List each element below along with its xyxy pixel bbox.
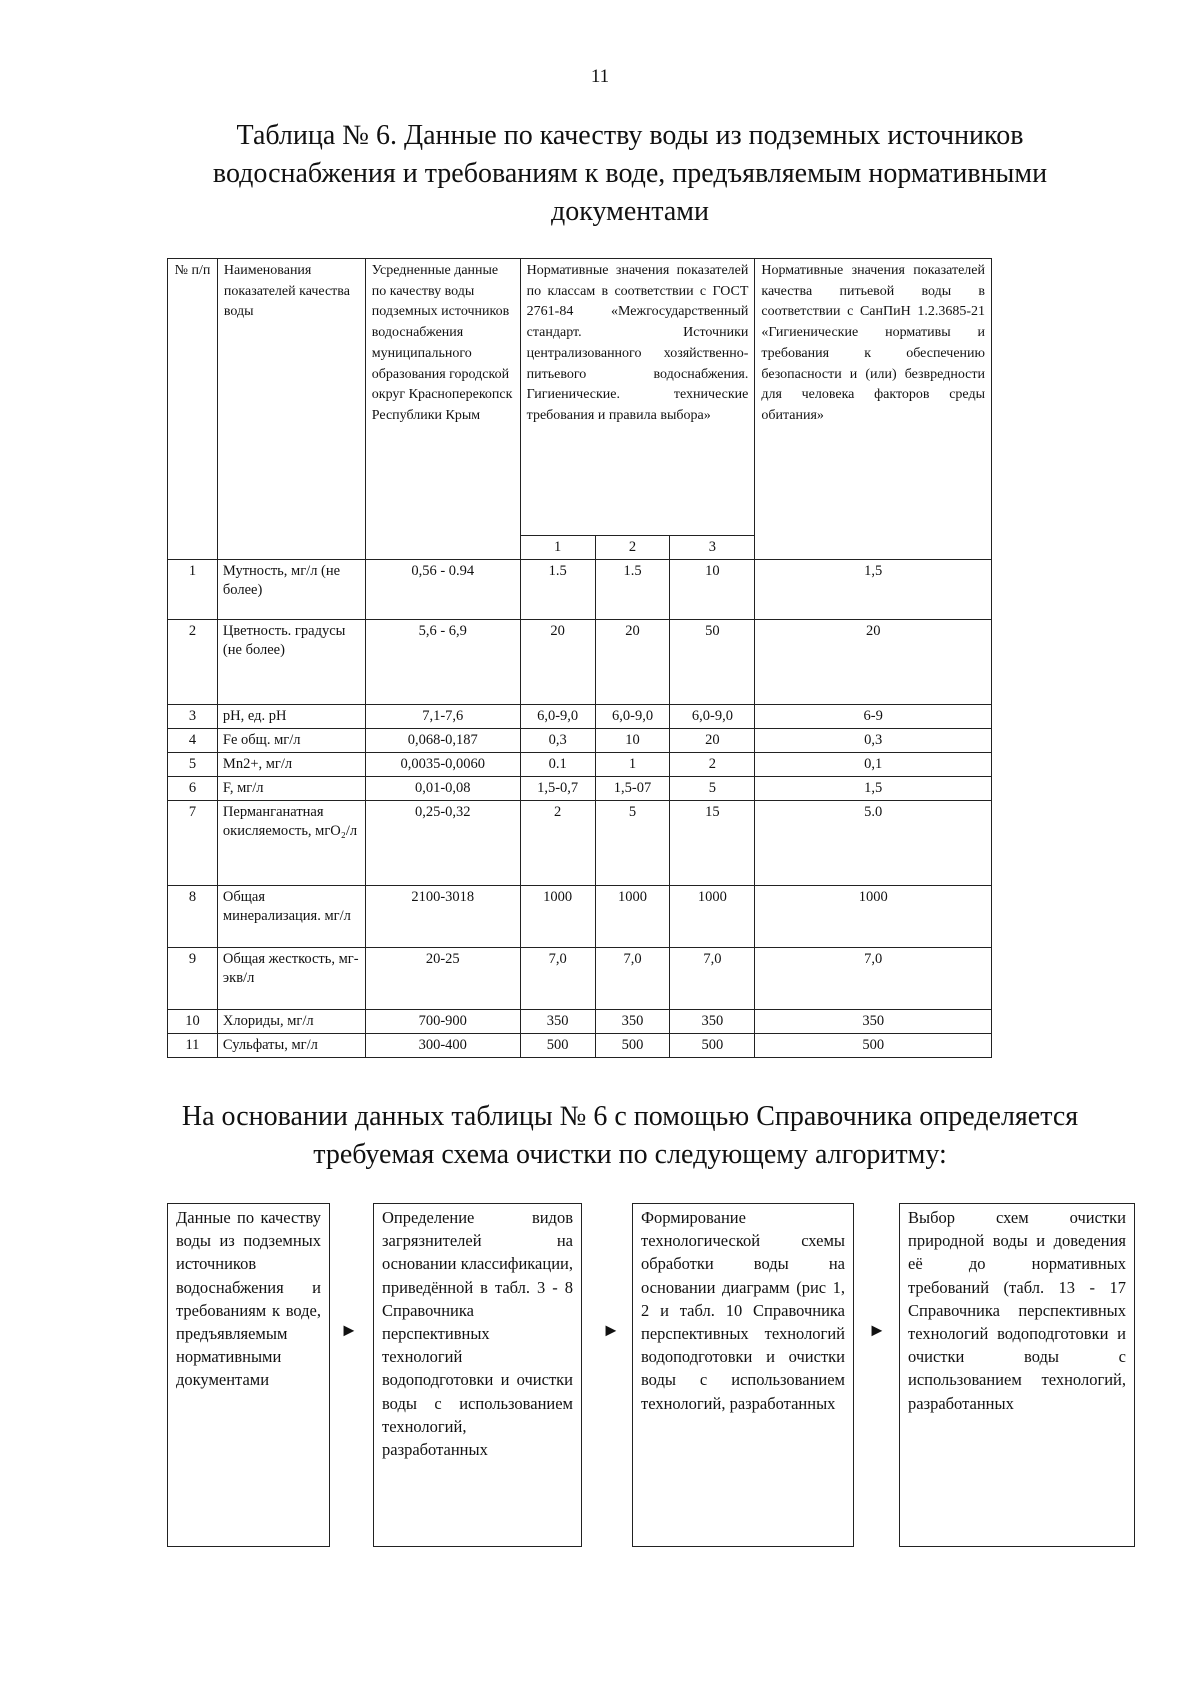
row-class-1: 1,5-0,7 bbox=[520, 777, 595, 801]
row-class-2: 7,0 bbox=[595, 948, 670, 1010]
row-class-2: 1000 bbox=[595, 886, 670, 948]
row-sanpin: 1000 bbox=[755, 886, 992, 948]
row-avg: 700-900 bbox=[365, 1010, 520, 1034]
table-row bbox=[168, 1034, 992, 1058]
flow-step-4: Выбор схем очистки природной воды и доведения её до нормативных требований (табл. 13 - 17 Справочника перспективных технологий водоподготовки и очистки воды с использованием технологий, разработанных bbox=[899, 1203, 1135, 1547]
row-class-3: 10 bbox=[670, 560, 755, 620]
table-row bbox=[168, 801, 992, 886]
row-num: 11 bbox=[168, 1034, 218, 1058]
row-name: Mn2+, мг/л bbox=[217, 753, 365, 777]
water-quality-table bbox=[167, 258, 992, 1058]
row-num: 8 bbox=[168, 886, 218, 948]
row-name: Перманганатная окисляемость, мгО₂/л bbox=[217, 801, 365, 886]
row-class-3: 5 bbox=[670, 777, 755, 801]
row-class-3: 7,0 bbox=[670, 948, 755, 1010]
row-class-2: 350 bbox=[595, 1010, 670, 1034]
page-number: 11 bbox=[590, 66, 610, 87]
table-row bbox=[168, 948, 992, 1010]
row-class-2: 5 bbox=[595, 801, 670, 886]
row-sanpin: 6-9 bbox=[755, 705, 992, 729]
row-sanpin: 20 bbox=[755, 620, 992, 705]
row-class-3: 350 bbox=[670, 1010, 755, 1034]
flow-arrow-icon: ► bbox=[340, 1320, 358, 1340]
row-name: Общая жесткость, мг-экв/л bbox=[217, 948, 365, 1010]
row-avg: 300-400 bbox=[365, 1034, 520, 1058]
row-name: Сульфаты, мг/л bbox=[217, 1034, 365, 1058]
row-sanpin: 7,0 bbox=[755, 948, 992, 1010]
row-class-1: 0.1 bbox=[520, 753, 595, 777]
row-num: 3 bbox=[168, 705, 218, 729]
row-name: Цветность. градусы (не более) bbox=[217, 620, 365, 705]
row-sanpin: 1,5 bbox=[755, 560, 992, 620]
row-class-3: 500 bbox=[670, 1034, 755, 1058]
header-sanpin: Нормативные значения показателей качества питьевой воды в соответствии с СанПиН 1.2.3685-21 «Гигиенические нормативы и требования к обеспечению безопасности и (или) безвредности для человека факторов среды обитания» bbox=[755, 259, 992, 560]
row-num: 9 bbox=[168, 948, 218, 1010]
header-class-3: 3 bbox=[670, 536, 755, 560]
row-class-3: 15 bbox=[670, 801, 755, 886]
header-num: № п/п bbox=[168, 259, 218, 560]
row-avg: 0,01-0,08 bbox=[365, 777, 520, 801]
header-class-1: 1 bbox=[520, 536, 595, 560]
row-class-3: 6,0-9,0 bbox=[670, 705, 755, 729]
algorithm-subtitle: На основании данных таблицы № 6 с помощью Справочника определяется требуемая схема очистки по следующему алгоритму: bbox=[181, 1101, 1079, 1170]
row-sanpin: 0,1 bbox=[755, 753, 992, 777]
row-class-2: 6,0-9,0 bbox=[595, 705, 670, 729]
row-name: Мутность, мг/л (не более) bbox=[217, 560, 365, 620]
row-sanpin: 500 bbox=[755, 1034, 992, 1058]
row-avg: 7,1-7,6 bbox=[365, 705, 520, 729]
header-gost: Нормативные значения показателей по классам в соответствии с ГОСТ 2761-84 «Межгосударственный стандарт. Источники централизованного хозяйственно-питьевого водоснабжения. Гигиенические. технические требования и правила выбора» bbox=[520, 259, 755, 536]
table-row bbox=[168, 729, 992, 753]
row-class-3: 2 bbox=[670, 753, 755, 777]
row-avg: 0,25-0,32 bbox=[365, 801, 520, 886]
row-class-2: 500 bbox=[595, 1034, 670, 1058]
header-name: Наименования показателей качества воды bbox=[217, 259, 365, 560]
row-class-1: 1000 bbox=[520, 886, 595, 948]
row-sanpin: 0,3 bbox=[755, 729, 992, 753]
row-name: Хлориды, мг/л bbox=[217, 1010, 365, 1034]
row-num: 2 bbox=[168, 620, 218, 705]
row-class-2: 1,5-07 bbox=[595, 777, 670, 801]
row-class-2: 1 bbox=[595, 753, 670, 777]
row-sanpin: 350 bbox=[755, 1010, 992, 1034]
row-class-2: 1.5 bbox=[595, 560, 670, 620]
flow-arrow-icon: ► bbox=[602, 1320, 620, 1340]
row-class-1: 7,0 bbox=[520, 948, 595, 1010]
flow-step-3: Формирование технологической схемы обработки воды на основании диаграмм (рис 1, 2 и табл. 10 Справочника перспективных технологий водоподготовки и очистки воды с использованием технологий, разработанных bbox=[632, 1203, 854, 1547]
row-avg: 2100-3018 bbox=[365, 886, 520, 948]
flow-step-1: Данные по качеству воды из подземных источников водоснабжения и требованиям к воде, предъявляемым нормативными документами bbox=[167, 1203, 330, 1547]
row-sanpin: 1,5 bbox=[755, 777, 992, 801]
table-row bbox=[168, 560, 992, 620]
flow-step-2: Определение видов загрязнителей на основании классификации, приведённой в табл. 3 - 8 Справочника перспективных технологий водоподготовки и очистки воды с использованием технологий, разработанных bbox=[373, 1203, 582, 1547]
row-avg: 0,56 - 0.94 bbox=[365, 560, 520, 620]
row-name: F, мг/л bbox=[217, 777, 365, 801]
row-class-1: 500 bbox=[520, 1034, 595, 1058]
row-class-1: 1.5 bbox=[520, 560, 595, 620]
row-class-1: 2 bbox=[520, 801, 595, 886]
row-class-1: 6,0-9,0 bbox=[520, 705, 595, 729]
table-row bbox=[168, 705, 992, 729]
row-num: 4 bbox=[168, 729, 218, 753]
row-num: 7 bbox=[168, 801, 218, 886]
table-row bbox=[168, 620, 992, 705]
row-num: 5 bbox=[168, 753, 218, 777]
row-avg: 0,068-0,187 bbox=[365, 729, 520, 753]
row-name: Fe общ. мг/л bbox=[217, 729, 365, 753]
row-class-2: 10 bbox=[595, 729, 670, 753]
row-class-3: 1000 bbox=[670, 886, 755, 948]
row-class-1: 0,3 bbox=[520, 729, 595, 753]
row-num: 10 bbox=[168, 1010, 218, 1034]
table-header-row bbox=[168, 259, 992, 536]
row-class-3: 50 bbox=[670, 620, 755, 705]
table-row bbox=[168, 886, 992, 948]
header-avg: Усредненные данные по качеству воды подземных источников водоснабжения муниципального образования городской округ Красноперекопск Республики Крым bbox=[365, 259, 520, 560]
table-row bbox=[168, 753, 992, 777]
row-avg: 0,0035-0,0060 bbox=[365, 753, 520, 777]
row-sanpin: 5.0 bbox=[755, 801, 992, 886]
table-row bbox=[168, 1010, 992, 1034]
row-num: 6 bbox=[168, 777, 218, 801]
row-name: pH, ед. pH bbox=[217, 705, 365, 729]
row-class-1: 350 bbox=[520, 1010, 595, 1034]
row-avg: 5,6 - 6,9 bbox=[365, 620, 520, 705]
table-row bbox=[168, 777, 992, 801]
row-class-2: 20 bbox=[595, 620, 670, 705]
row-class-1: 20 bbox=[520, 620, 595, 705]
row-name: Общая минерализация. мг/л bbox=[217, 886, 365, 948]
row-num: 1 bbox=[168, 560, 218, 620]
table-title: Таблица № 6. Данные по качеству воды из подземных источников водоснабжения и требованиям к воде, предъявляемым нормативными документами bbox=[212, 120, 1048, 227]
flow-arrow-icon: ► bbox=[868, 1320, 886, 1340]
row-avg: 20-25 bbox=[365, 948, 520, 1010]
header-class-2: 2 bbox=[595, 536, 670, 560]
row-class-3: 20 bbox=[670, 729, 755, 753]
